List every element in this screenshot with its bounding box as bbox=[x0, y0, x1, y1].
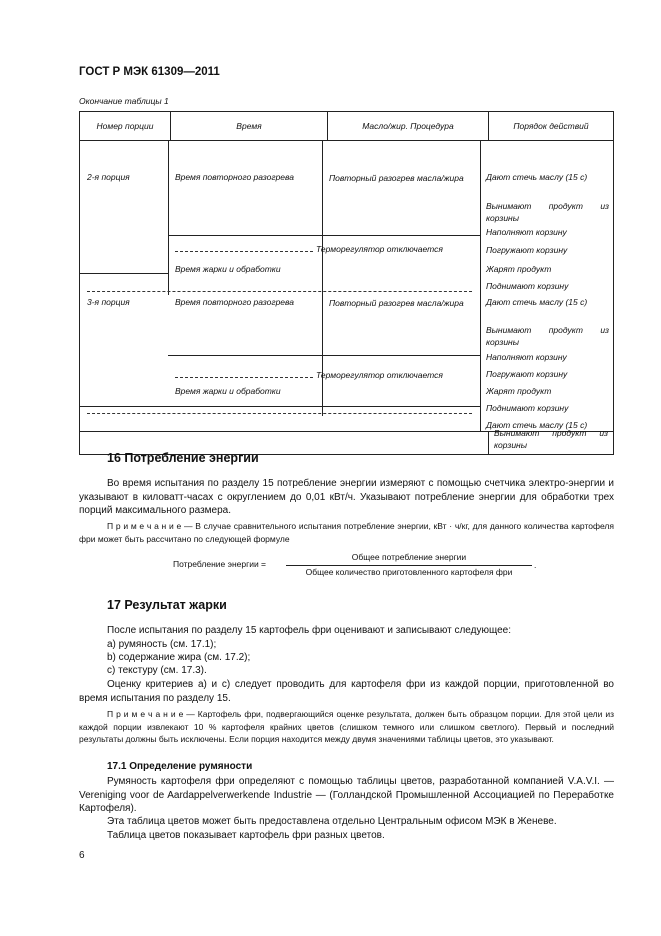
fry-time-3: Время жарки и обработки bbox=[175, 386, 281, 396]
portion-2-label: 2-я порция bbox=[87, 172, 130, 182]
action-drain: Дают стечь маслу (15 с) bbox=[486, 420, 588, 430]
reheat-proc-2: Повторный разогрев масла/жира bbox=[329, 173, 464, 183]
section-17-1-para-2: Эта таблица цветов может быть предоставлена отдельно Центральным офисом МЭК в Женеве. bbox=[107, 816, 557, 827]
action-fill: Наполняют корзину bbox=[486, 352, 567, 362]
section-16-note: П р и м е ч а н и е — В случае сравнительного испытания потребление энергии, кВт · ч/кг, для данного количества картофеля фри может быть рассчитано по следующей формуле bbox=[79, 521, 614, 544]
action-drain: Дают стечь маслу (15 с) bbox=[486, 172, 588, 182]
thermostat-off-3: Терморегулятор отключается bbox=[316, 370, 443, 380]
procedure-table bbox=[79, 111, 614, 455]
action-fry: Жарят продукт bbox=[486, 386, 552, 396]
list-item: b) содержание жира (см. 17.2); bbox=[107, 652, 251, 663]
section-17-title: 17 Результат жарки bbox=[107, 598, 227, 612]
action-remove: Вынимают продукт из корзины bbox=[486, 325, 609, 347]
formula-lhs: Потребление энергии = bbox=[173, 559, 267, 569]
action-remove: Вынимают продукт из корзины bbox=[494, 428, 608, 450]
reheat-proc-3: Повторный разогрев масла/жира bbox=[329, 298, 464, 308]
formula-end: . bbox=[534, 560, 537, 570]
section-17-intro: После испытания по разделу 15 картофель фри оценивают и записывают следующее: bbox=[107, 625, 511, 636]
table-row bbox=[80, 141, 614, 432]
portion-3-label: 3-я порция bbox=[87, 297, 130, 307]
action-immerse: Погружают корзину bbox=[486, 245, 568, 255]
fry-time-2: Время жарки и обработки bbox=[175, 264, 281, 274]
formula-denominator: Общее количество приготовленного картофеля фри bbox=[305, 567, 513, 577]
section-16-title: 16 Потребление энергии bbox=[107, 451, 259, 465]
table-caption: Окончание таблицы 1 bbox=[79, 96, 169, 106]
document-header: ГОСТ Р МЭК 61309—2011 bbox=[79, 66, 220, 78]
reheat-time-3: Время повторного разогрева bbox=[175, 297, 295, 307]
section-17-1-title: 17.1 Определение румяности bbox=[107, 761, 253, 772]
action-lift: Поднимают корзину bbox=[486, 281, 569, 291]
table-header-row bbox=[80, 112, 614, 141]
thermostat-off-2: Терморегулятор отключается bbox=[316, 244, 443, 254]
action-immerse: Погружают корзину bbox=[486, 369, 568, 379]
table-body bbox=[80, 141, 613, 431]
col-header-actions: Порядок действий bbox=[489, 112, 614, 141]
section-17-1-para-3: Таблица цветов показывает картофель фри разных цветов. bbox=[107, 830, 385, 841]
action-remove: Вынимают продукт из корзины bbox=[486, 201, 609, 223]
list-item: c) текстуру (см. 17.3). bbox=[107, 665, 207, 676]
action-fill: Наполняют корзину bbox=[486, 227, 567, 237]
col-header-time: Время bbox=[171, 112, 328, 141]
formula-numerator: Общее потребление энергии bbox=[351, 552, 467, 562]
fraction-bar bbox=[286, 565, 532, 566]
reheat-time-2: Время повторного разогрева bbox=[175, 172, 295, 182]
action-lift: Поднимают корзину bbox=[486, 403, 569, 413]
col-header-procedure: Масло/жир. Процедура bbox=[328, 112, 489, 141]
section-17-para: Оценку критериев a) и c) следует проводить для картофеля фри из каждой порции, приготовленной во время испытания по разделу 15. bbox=[79, 679, 614, 704]
action-drain: Дают стечь маслу (15 с) bbox=[486, 297, 588, 307]
col-header-portion: Номер порции bbox=[80, 112, 171, 141]
action-fry: Жарят продукт bbox=[486, 264, 552, 274]
section-17-note: П р и м е ч а н и е — Картофель фри, подвергающийся оценке результата, должен быть образцом порции. Для этой цели из каждой порции извлекают 10 % картофеля крайних цветов (слишком темного или слишком светлого). Первый и последний результаты должны быть исключены. Если порция находится между двумя значениями таблицы цветов, это указывают. bbox=[79, 709, 614, 744]
list-item: a) румяность (см. 17.1); bbox=[107, 639, 217, 650]
section-17-1-para-1: Румяность картофеля фри определяют с помощью таблицы цветов, разработанной компанией V.A.V.I. — Vereniging voor de Aardappelverwerkende Industrie — (Голландской Промышленной Ассоциацией по Переработке Картофеля). bbox=[79, 776, 614, 814]
section-16-para: Во время испытания по разделу 15 потребление энергии измеряют с помощью счетчика электро-энергии и указывают в киловатт-часах с округлением до 0,01 кВт/ч. Указывают потребление энергии для обработки трех порций максимального размера. bbox=[79, 478, 614, 516]
page-number: 6 bbox=[79, 850, 85, 861]
